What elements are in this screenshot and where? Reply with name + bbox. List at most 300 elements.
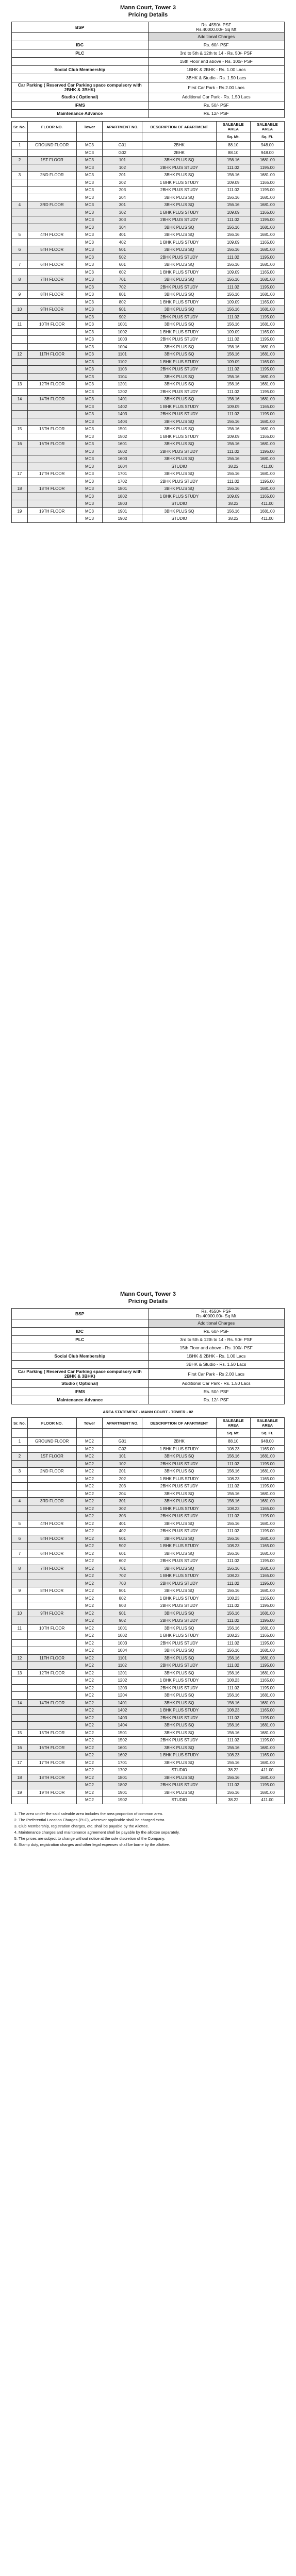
charge-value: 3BHK & Studio - Rs. 1.50 Lacs	[148, 74, 285, 82]
table-cell: 1165.00	[250, 433, 284, 440]
table-cell: MC2	[76, 1707, 103, 1715]
table-row	[12, 470, 285, 478]
table-row	[12, 1744, 285, 1752]
column-subheader	[76, 1429, 103, 1438]
table-cell: 156.16	[216, 1520, 250, 1528]
table-cell	[27, 224, 76, 231]
table-cell: 109.09	[216, 298, 250, 306]
table-cell: 1165.00	[250, 1505, 284, 1513]
table-cell: 1602	[103, 448, 142, 455]
table-cell: MC2	[76, 1722, 103, 1730]
table-cell: 16TH FLOOR	[27, 440, 76, 448]
table-cell: 108.23	[216, 1707, 250, 1715]
table-cell: 1701	[103, 1759, 142, 1767]
table-cell: MC3	[76, 336, 103, 344]
charges-row	[12, 93, 285, 101]
charges-row	[12, 82, 285, 93]
table-cell: 2BHK PLUS STUDY	[142, 1782, 216, 1789]
table-cell: MC2	[76, 1535, 103, 1543]
table-cell: 2BHK PLUS STUDY	[142, 216, 216, 224]
table-cell: 3BHK PLUS SQ	[142, 1669, 216, 1677]
table-cell: 1681.00	[250, 1774, 284, 1782]
table-cell: 1901	[103, 507, 142, 515]
table-row	[12, 1774, 285, 1782]
table-cell: 3BHK PLUS SQ	[142, 351, 216, 359]
table-cell: 1 BHK PLUS STUDY	[142, 403, 216, 411]
subheader-row	[12, 1429, 285, 1438]
table-row	[12, 1797, 285, 1804]
charge-value: 3BHK & Studio - Rs. 1.50 Lacs	[148, 1361, 285, 1369]
table-cell: 3BHK PLUS SQ	[142, 1468, 216, 1476]
table-cell	[27, 478, 76, 485]
table-row	[12, 396, 285, 403]
table-cell: MC3	[76, 313, 103, 321]
table-cell: 1681.00	[250, 246, 284, 254]
table-cell: 303	[103, 1513, 142, 1520]
table-cell: 156.16	[216, 224, 250, 231]
table-cell	[27, 1782, 76, 1789]
table-cell: MC2	[76, 1782, 103, 1789]
table-cell: 18TH FLOOR	[27, 1774, 76, 1782]
table-cell: 156.16	[216, 1699, 250, 1707]
column-subheader: Sq. Mt.	[216, 132, 250, 142]
table-cell: MC2	[76, 1632, 103, 1640]
table-cell: 1681.00	[250, 507, 284, 515]
table-cell: 201	[103, 172, 142, 179]
table-cell: 6TH FLOOR	[27, 1550, 76, 1557]
table-cell: MC3	[76, 351, 103, 359]
table-cell	[12, 1722, 28, 1730]
table-cell: 702	[103, 283, 142, 291]
charge-label: Studio ( Optional)	[12, 1380, 149, 1388]
table-cell: 502	[103, 1543, 142, 1550]
table-cell: 304	[103, 224, 142, 231]
table-cell	[12, 1639, 28, 1647]
table-cell: 1402	[103, 403, 142, 411]
table-cell	[12, 455, 28, 463]
charge-value: Rs. 12/- PSF	[148, 1396, 285, 1404]
table-cell: 1195.00	[250, 411, 284, 418]
table-cell: 3BHK PLUS SQ	[142, 1647, 216, 1655]
table-cell: 101	[103, 1453, 142, 1461]
table-cell: 109.09	[216, 358, 250, 366]
table-cell: 1502	[103, 1737, 142, 1744]
table-cell: 1681.00	[250, 1647, 284, 1655]
table-cell: MC3	[76, 142, 103, 149]
table-cell: 401	[103, 231, 142, 239]
table-cell: STUDIO	[142, 1797, 216, 1804]
table-row	[12, 1460, 285, 1468]
table-cell: 3BHK PLUS SQ	[142, 1490, 216, 1498]
table-cell: 156.16	[216, 246, 250, 254]
table-cell: 1195.00	[250, 216, 284, 224]
charge-value: Rs. 50/- PSF	[148, 1388, 285, 1396]
table-cell: 1204	[103, 1692, 142, 1700]
table-row	[12, 493, 285, 500]
table-row	[12, 1617, 285, 1625]
table-row	[12, 291, 285, 299]
table-cell: 3BHK PLUS SQ	[142, 201, 216, 209]
price-section	[0, 4, 296, 523]
table-cell: 19	[12, 507, 28, 515]
charges-row	[12, 66, 285, 74]
table-cell: MC2	[76, 1752, 103, 1759]
table-cell: 1 BHK PLUS STUDY	[142, 239, 216, 246]
table-cell: 7	[12, 1550, 28, 1557]
charges-row	[12, 58, 285, 66]
table-cell	[12, 1513, 28, 1520]
table-cell: 156.16	[216, 1468, 250, 1476]
table-cell: 803	[103, 1602, 142, 1610]
table-cell: 1001	[103, 1624, 142, 1632]
table-cell: MC2	[76, 1438, 103, 1446]
table-cell: 1681.00	[250, 1565, 284, 1572]
table-cell: 1165.00	[250, 1572, 284, 1580]
table-cell: MC3	[76, 194, 103, 201]
table-cell	[27, 1445, 76, 1453]
table-cell	[27, 1692, 76, 1700]
table-cell: 1195.00	[250, 1602, 284, 1610]
table-cell: MC3	[76, 298, 103, 306]
table-cell: 16	[12, 440, 28, 448]
table-cell	[27, 187, 76, 194]
table-row	[12, 1647, 285, 1655]
table-row	[12, 1572, 285, 1580]
table-cell: 1603	[103, 455, 142, 463]
table-row	[12, 1595, 285, 1602]
table-cell: 301	[103, 1498, 142, 1505]
charge-label	[12, 74, 149, 82]
table-row	[12, 1498, 285, 1505]
table-cell: 14	[12, 1699, 28, 1707]
table-cell: 1165.00	[250, 1445, 284, 1453]
table-cell	[27, 1460, 76, 1468]
table-cell: 111.02	[216, 283, 250, 291]
table-cell: 1203	[103, 1684, 142, 1692]
table-cell: 3BHK PLUS SQ	[142, 343, 216, 351]
charge-value: Rs. 50/- PSF	[148, 101, 285, 110]
table-cell	[12, 209, 28, 216]
column-header: DESCRIPTION OF APARTMENT	[142, 1418, 216, 1429]
table-cell: MC2	[76, 1797, 103, 1804]
table-cell: MC3	[76, 448, 103, 455]
column-header: Tower	[76, 1418, 103, 1429]
table-cell: 501	[103, 246, 142, 254]
table-cell: 1195.00	[250, 1684, 284, 1692]
table-cell: 111.02	[216, 1557, 250, 1565]
table-row	[12, 268, 285, 276]
table-cell	[27, 164, 76, 172]
table-cell	[27, 1632, 76, 1640]
table-cell: 5	[12, 231, 28, 239]
column-header: Tower	[76, 122, 103, 132]
section-subtitle: Pricing Details	[128, 1298, 168, 1304]
table-cell	[12, 1752, 28, 1759]
table-cell: MC2	[76, 1767, 103, 1774]
table-cell: MC2	[76, 1617, 103, 1625]
charges-row	[12, 1396, 285, 1404]
column-header: SALEABLE AREA	[216, 1418, 250, 1429]
charges-row	[12, 22, 285, 33]
table-cell: 9TH FLOOR	[27, 306, 76, 314]
table-cell: 18TH FLOOR	[27, 485, 76, 493]
charge-value: Additional Charges	[148, 33, 285, 41]
table-cell: 156.16	[216, 373, 250, 381]
table-cell: 17	[12, 470, 28, 478]
table-cell: 1681.00	[250, 1520, 284, 1528]
table-cell: 1195.00	[250, 366, 284, 374]
table-cell: 3BHK PLUS SQ	[142, 1722, 216, 1730]
table-cell: 111.02	[216, 1617, 250, 1625]
table-cell: 3BHK PLUS SQ	[142, 291, 216, 299]
table-cell: 1ST FLOOR	[27, 157, 76, 164]
notes-list	[11, 1811, 285, 1848]
table-cell: 2BHK PLUS STUDY	[142, 1617, 216, 1625]
table-cell: 108.23	[216, 1505, 250, 1513]
table-cell: 6TH FLOOR	[27, 261, 76, 269]
table-cell: 1165.00	[250, 239, 284, 246]
table-cell: 2BHK PLUS STUDY	[142, 1714, 216, 1722]
table-cell	[12, 1617, 28, 1625]
table-cell: 156.16	[216, 1624, 250, 1632]
charges-row	[12, 74, 285, 82]
table-cell: 1195.00	[250, 1617, 284, 1625]
table-cell: 1681.00	[250, 455, 284, 463]
table-cell	[12, 1460, 28, 1468]
table-row	[12, 1752, 285, 1759]
table-cell: 17	[12, 1759, 28, 1767]
table-cell: 111.02	[216, 253, 250, 261]
table-cell: 2BHK PLUS STUDY	[142, 253, 216, 261]
table-row	[12, 1520, 285, 1528]
table-cell	[27, 1639, 76, 1647]
table-cell: 1165.00	[250, 328, 284, 336]
table-cell	[27, 388, 76, 396]
table-cell: MC2	[76, 1737, 103, 1744]
table-row	[12, 179, 285, 187]
table-cell: 3BHK PLUS SQ	[142, 1565, 216, 1572]
table-cell: 111.02	[216, 313, 250, 321]
table-cell: 2BHK PLUS STUDY	[142, 1528, 216, 1535]
table-cell: 801	[103, 291, 142, 299]
table-row	[12, 1468, 285, 1476]
price-section	[0, 1291, 296, 1849]
table-row	[12, 328, 285, 336]
table-cell	[12, 253, 28, 261]
table-cell: MC2	[76, 1580, 103, 1587]
table-cell: 3BHK PLUS SQ	[142, 276, 216, 284]
table-cell	[27, 515, 76, 523]
table-cell: 1501	[103, 426, 142, 433]
table-cell	[12, 448, 28, 455]
table-cell: MC3	[76, 216, 103, 224]
table-cell: 1195.00	[250, 1557, 284, 1565]
charge-value: First Car Park - Rs 2.00 Lacs	[148, 1369, 285, 1380]
table-cell: 1402	[103, 1707, 142, 1715]
table-cell: 2BHK PLUS STUDY	[142, 366, 216, 374]
table-cell: 156.16	[216, 201, 250, 209]
table-cell: MC3	[76, 515, 103, 523]
table-cell: 3BHK PLUS SQ	[142, 1744, 216, 1752]
table-cell: 1681.00	[250, 426, 284, 433]
table-cell: 108.23	[216, 1475, 250, 1483]
table-cell: 3BHK PLUS SQ	[142, 194, 216, 201]
table-cell: 1681.00	[250, 1498, 284, 1505]
table-cell: MC3	[76, 403, 103, 411]
table-cell: 1 BHK PLUS STUDY	[142, 493, 216, 500]
table-cell: MC3	[76, 268, 103, 276]
table-cell: 1681.00	[250, 261, 284, 269]
charge-label: PLC	[12, 49, 149, 58]
table-cell	[27, 1767, 76, 1774]
charges-row	[12, 1380, 285, 1388]
table-cell: 1165.00	[250, 493, 284, 500]
table-row	[12, 1535, 285, 1543]
table-cell: 1 BHK PLUS STUDY	[142, 328, 216, 336]
table-cell: 1102	[103, 1662, 142, 1670]
table-cell: 111.02	[216, 1782, 250, 1789]
table-cell: 3BHK PLUS SQ	[142, 306, 216, 314]
table-cell: 156.16	[216, 1498, 250, 1505]
table-cell	[12, 328, 28, 336]
table-cell: 1165.00	[250, 1707, 284, 1715]
table-row	[12, 507, 285, 515]
table-row	[12, 463, 285, 470]
table-cell: 7	[12, 261, 28, 269]
table-row	[12, 388, 285, 396]
table-cell: G01	[103, 142, 142, 149]
table-cell: 4	[12, 201, 28, 209]
table-cell: 1165.00	[250, 358, 284, 366]
table-row	[12, 478, 285, 485]
table-cell	[27, 1602, 76, 1610]
table-cell: MC2	[76, 1550, 103, 1557]
table-cell: MC3	[76, 253, 103, 261]
table-cell: GROUND FLOOR	[27, 142, 76, 149]
table-cell: 156.16	[216, 1647, 250, 1655]
table-cell: MC2	[76, 1714, 103, 1722]
table-cell: 1681.00	[250, 440, 284, 448]
charge-value: Rs. 4550/- PSF Rs.40000.00/- Sq Mt	[148, 22, 285, 33]
table-row	[12, 1587, 285, 1595]
table-row	[12, 366, 285, 374]
table-cell: MC3	[76, 366, 103, 374]
table-cell: 17TH FLOOR	[27, 470, 76, 478]
table-cell: 3BHK PLUS SQ	[142, 485, 216, 493]
table-cell: MC2	[76, 1572, 103, 1580]
table-cell: 702	[103, 1572, 142, 1580]
table-cell: 1681.00	[250, 1453, 284, 1461]
table-cell: 101	[103, 157, 142, 164]
table-cell: 111.02	[216, 1580, 250, 1587]
table-cell: 1401	[103, 396, 142, 403]
table-cell	[12, 194, 28, 201]
table-cell: MC2	[76, 1520, 103, 1528]
table-cell: MC2	[76, 1729, 103, 1737]
table-cell: 2BHK PLUS STUDY	[142, 411, 216, 418]
table-cell: MC2	[76, 1557, 103, 1565]
table-cell: 1681.00	[250, 1722, 284, 1730]
table-row	[12, 515, 285, 523]
table-cell: 12	[12, 351, 28, 359]
table-cell: MC3	[76, 343, 103, 351]
table-cell: MC3	[76, 426, 103, 433]
section-subtitle: Pricing Details	[128, 12, 168, 18]
table-cell	[27, 343, 76, 351]
charge-value: Rs. 12/- PSF	[148, 110, 285, 118]
table-cell: 1101	[103, 1654, 142, 1662]
table-cell: 203	[103, 1483, 142, 1490]
table-row	[12, 194, 285, 201]
column-subheader: Sq. Ft.	[250, 1429, 284, 1438]
table-cell: 1681.00	[250, 351, 284, 359]
table-cell: 156.16	[216, 1453, 250, 1461]
charge-label	[12, 58, 149, 66]
table-cell: 109.09	[216, 179, 250, 187]
table-cell: 411.00	[250, 1767, 284, 1774]
table-row	[12, 1639, 285, 1647]
table-cell: 10	[12, 306, 28, 314]
table-row	[12, 157, 285, 164]
table-cell: 1001	[103, 321, 142, 329]
charge-label	[12, 1361, 149, 1369]
table-cell: 15TH FLOOR	[27, 426, 76, 433]
column-header: FLOOR NO.	[27, 1418, 76, 1429]
table-cell: 802	[103, 298, 142, 306]
table-cell: 13	[12, 1669, 28, 1677]
table-cell: 2BHK PLUS STUDY	[142, 1639, 216, 1647]
table-cell: 4TH FLOOR	[27, 1520, 76, 1528]
table-cell: 1681.00	[250, 1624, 284, 1632]
table-cell: 156.16	[216, 1729, 250, 1737]
table-cell	[12, 373, 28, 381]
table-cell: 15TH FLOOR	[27, 1729, 76, 1737]
table-cell: 111.02	[216, 216, 250, 224]
table-cell: MC3	[76, 261, 103, 269]
table-cell: MC3	[76, 463, 103, 470]
table-cell: MC3	[76, 164, 103, 172]
table-cell: 1003	[103, 336, 142, 344]
column-subheader	[103, 1429, 142, 1438]
table-cell: 9	[12, 1587, 28, 1595]
table-cell: 2BHK PLUS STUDY	[142, 1737, 216, 1744]
table-cell: 3BHK PLUS SQ	[142, 261, 216, 269]
table-cell: 111.02	[216, 1460, 250, 1468]
table-cell: 301	[103, 201, 142, 209]
table-cell: 1165.00	[250, 1752, 284, 1759]
table-cell	[27, 366, 76, 374]
table-row	[12, 411, 285, 418]
table-cell: 902	[103, 313, 142, 321]
table-row	[12, 500, 285, 508]
table-cell	[27, 1572, 76, 1580]
table-row	[12, 351, 285, 359]
table-cell: MC2	[76, 1744, 103, 1752]
table-row	[12, 261, 285, 269]
table-row	[12, 224, 285, 231]
table-cell: 1681.00	[250, 306, 284, 314]
table-row	[12, 313, 285, 321]
table-cell: 3BHK PLUS SQ	[142, 1624, 216, 1632]
table-cell	[27, 403, 76, 411]
charge-value: 15th Floor and above - Rs. 100/- PSF	[148, 58, 285, 66]
table-cell: 1681.00	[250, 1550, 284, 1557]
column-subheader	[12, 1429, 28, 1438]
charge-label	[12, 33, 149, 41]
table-row	[12, 201, 285, 209]
table-cell: MC2	[76, 1662, 103, 1670]
table-cell: 1681.00	[250, 1609, 284, 1617]
